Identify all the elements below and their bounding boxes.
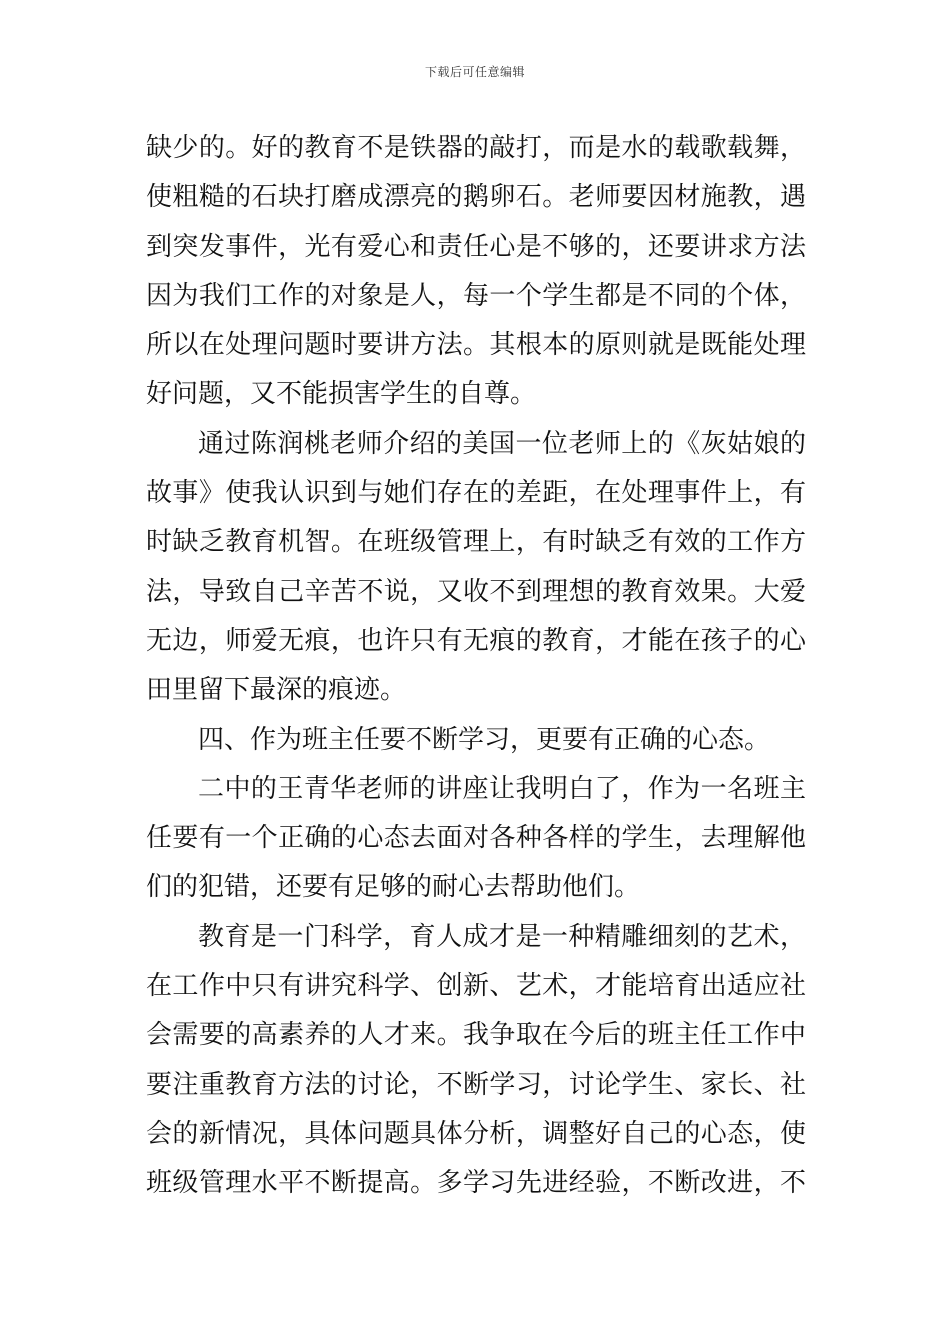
text-line: 时缺乏教育机智。在班级管理上，有时缺乏有效的工作方 bbox=[146, 527, 806, 558]
text-line: 班级管理水平不断提高。多学习先进经验，不断改进，不 bbox=[146, 1168, 806, 1199]
paragraph-first-line: 二中的王青华老师的讲座让我明白了，作为一名班主 bbox=[198, 773, 806, 804]
text-line: 会需要的高素养的人才来。我争取在今后的班主任工作中 bbox=[146, 1020, 806, 1051]
document-body bbox=[146, 124, 806, 1209]
text-line: 田里留下最深的痕迹。 bbox=[146, 675, 407, 706]
text-line: 法，导致自己辛苦不说，又收不到理想的教育效果。大爱 bbox=[146, 576, 806, 607]
paragraph-first-line: 教育是一门科学，育人成才是一种精雕细刻的艺术， bbox=[198, 921, 806, 952]
text-line: 因为我们工作的对象是人，每一个学生都是不同的个体， bbox=[146, 280, 806, 311]
text-line: 缺少的。好的教育不是铁器的敲打，而是水的载歌载舞， bbox=[146, 133, 806, 163]
text-line: 任要有一个正确的心态去面对各种各样的学生，去理解他 bbox=[146, 823, 806, 854]
text-line: 好问题，又不能损害学生的自尊。 bbox=[146, 379, 537, 410]
text-line: 到突发事件，光有爱心和责任心是不够的，还要讲求方法 bbox=[146, 231, 806, 262]
text-line: 会的新情况，具体问题具体分析，调整好自己的心态，使 bbox=[146, 1118, 806, 1149]
text-line: 在工作中只有讲究科学、创新、艺术，才能培育出适应社 bbox=[146, 971, 806, 1002]
paragraph-first-line: 通过陈润桃老师介绍的美国一位老师上的《灰姑娘的 bbox=[198, 428, 806, 459]
text-line: 无边，师爱无痕，也许只有无痕的教育，才能在孩子的心 bbox=[146, 625, 806, 656]
text-line: 们的犯错，还要有足够的耐心去帮助他们。 bbox=[146, 872, 641, 903]
text-line: 故事》使我认识到与她们存在的差距，在处理事件上，有 bbox=[146, 478, 806, 509]
text-line: 所以在处理问题时要讲方法。其根本的原则就是既能处理 bbox=[146, 330, 806, 361]
section-heading: 四、作为班主任要不断学习，更要有正确的心态。 bbox=[198, 724, 771, 755]
text-line: 要注重教育方法的讨论，不断学习，讨论学生、家长、社 bbox=[146, 1069, 806, 1100]
text-line: 使粗糙的石块打磨成漂亮的鹅卵石。老师要因材施教，遇 bbox=[146, 182, 806, 213]
page-header: 下载后可任意编辑 bbox=[424, 65, 525, 79]
